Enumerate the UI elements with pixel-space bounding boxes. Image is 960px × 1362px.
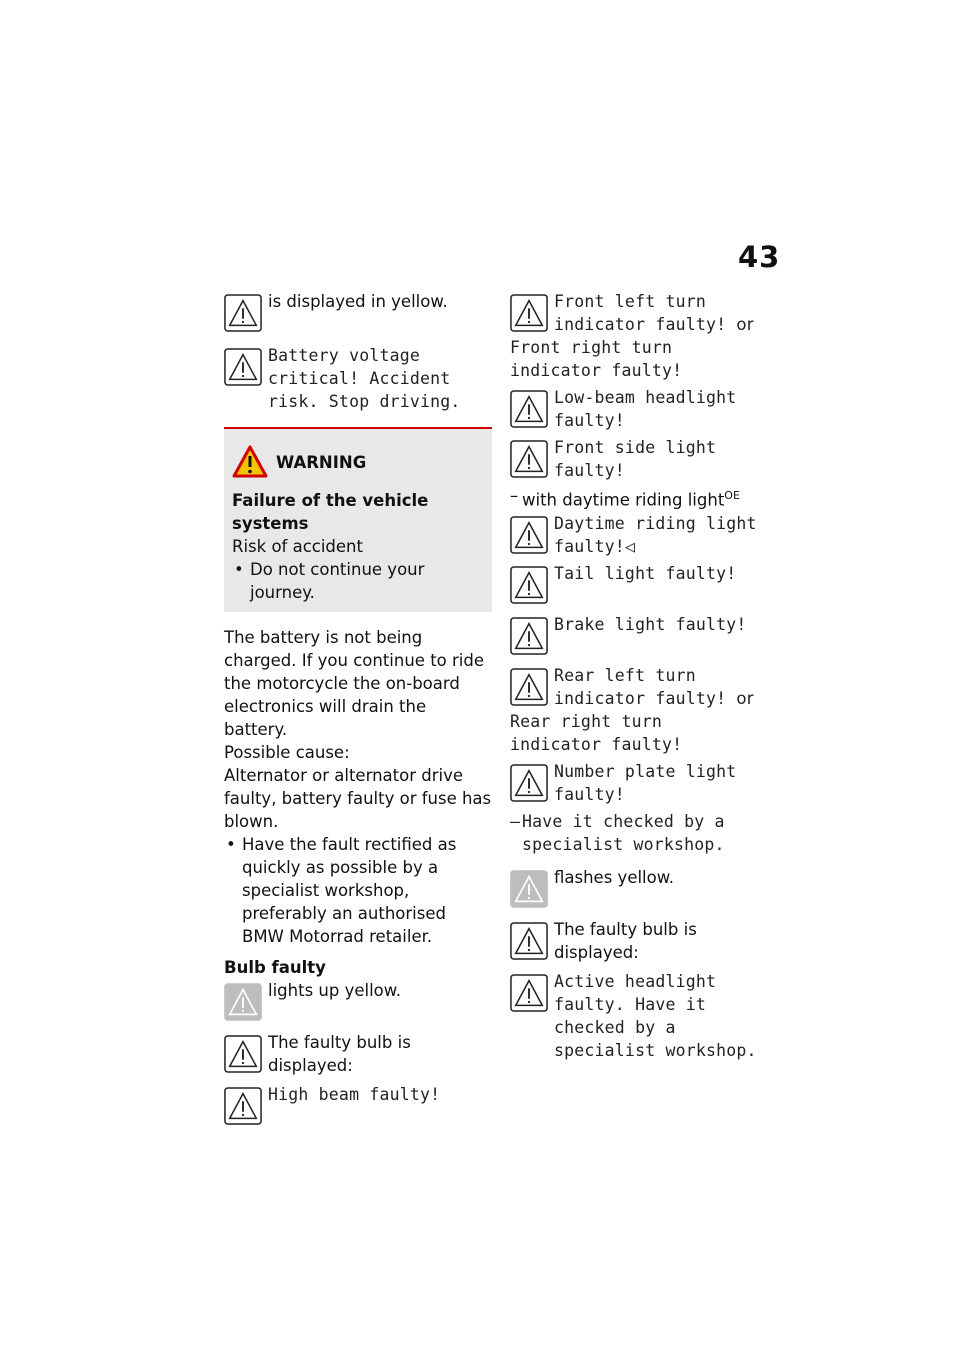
- daytime-light-message: Daytime riding light faulty!: [554, 513, 757, 556]
- warning-triangle-gray-icon: [224, 983, 262, 1021]
- front-right-indicator-message: Front right turn indicator faulty!: [510, 338, 683, 380]
- warning-risk: Risk of accident: [232, 537, 363, 556]
- faulty-displayed-row: [510, 918, 778, 964]
- battery-message-row: [224, 344, 492, 413]
- battery-message: Battery voltage critical! Accident risk. Stop driving.: [268, 346, 461, 411]
- warning-bullet: • Do not continue your journey.: [232, 558, 484, 604]
- warning-triangle-icon: [510, 922, 548, 960]
- warning-triangle-icon: [510, 294, 548, 332]
- battery-paragraph: The battery is not being charged. If you continue to ride the motorcycle the on-board electronics will drain the battery.: [224, 628, 484, 739]
- tail-light-message: Tail light faulty!: [554, 563, 737, 583]
- daytime-light-row: [510, 512, 778, 558]
- end-of-option-mark: ◁: [624, 536, 636, 556]
- or-text: or: [736, 315, 754, 334]
- high-beam-row: [224, 1083, 492, 1129]
- warning-triangle-icon: [510, 617, 548, 655]
- warning-sign-icon: [232, 445, 268, 479]
- brake-light-message: Brake light faulty!: [554, 614, 747, 634]
- check-workshop-dash: – Have it checked by a specialist workshop.: [510, 810, 772, 856]
- warning-triangle-icon: [510, 566, 548, 604]
- front-side-light-row: [510, 436, 778, 482]
- bulb-light-row: [224, 979, 492, 1025]
- rear-right-indicator-message: Rear right turn indicator faulty!: [510, 711, 683, 754]
- possible-cause-label: Possible cause:: [224, 743, 350, 762]
- tail-light-row: [510, 562, 778, 608]
- warning-box: [224, 427, 492, 612]
- low-beam-message: Low-beam headlight faulty!: [554, 388, 737, 430]
- possible-cause-text: Alternator or alternator drive faulty, battery faulty or fuse has blown.: [224, 766, 492, 831]
- rear-indicator-row: [510, 664, 778, 756]
- warning-triangle-icon: [224, 294, 262, 332]
- front-side-light-message: Front side light faulty!: [554, 438, 717, 480]
- low-beam-row: [510, 386, 778, 432]
- warning-triangle-icon: [510, 440, 548, 478]
- warning-triangle-icon: [510, 390, 548, 428]
- rectify-bullet: • Have the fault rectified as quickly as possible by a specialist workshop, preferably an authorised BMW Motorrad retailer.: [224, 833, 492, 948]
- left-column: [224, 290, 492, 1129]
- warning-heading: Failure of the vehicle systems: [232, 491, 429, 533]
- daytime-label-text: with daytime riding light: [522, 490, 725, 510]
- warning-triangle-icon: [224, 1035, 262, 1073]
- number-plate-message: Number plate light faulty!: [554, 761, 737, 804]
- warning-triangle-icon: [510, 764, 548, 802]
- warning-triangle-icon: [224, 1087, 262, 1125]
- high-beam-message: High beam faulty!: [268, 1085, 441, 1104]
- brake-light-row: [510, 613, 778, 659]
- warning-triangle-icon: [510, 974, 548, 1012]
- page-number: 43: [738, 240, 781, 274]
- daytime-option-label: [510, 484, 778, 512]
- bulb-faulty-heading: Bulb faulty: [224, 958, 326, 977]
- warning-triangle-icon: [224, 348, 262, 386]
- yellow-indicator-row: [224, 290, 492, 336]
- active-headlight-row: [510, 970, 778, 1062]
- warning-header: [232, 445, 484, 479]
- active-headlight-message: Active headlight faulty. Have it checked by a specialist workshop.: [554, 971, 757, 1060]
- warning-triangle-icon: [510, 668, 548, 706]
- bulb-displayed-row: [224, 1031, 492, 1077]
- bulb-displayed-text: The faulty bulb is displayed:: [268, 1033, 411, 1075]
- front-indicator-row: [510, 290, 778, 382]
- rear-left-indicator-message: Rear left turn indicator faulty!: [554, 665, 727, 708]
- faulty-displayed-text: The faulty bulb is displayed:: [554, 919, 697, 962]
- front-left-indicator-message: Front left turn indicator faulty!: [554, 292, 727, 334]
- warning-triangle-icon: [510, 516, 548, 554]
- or-text: or: [736, 688, 754, 708]
- bulb-light-text: lights up yellow.: [268, 981, 401, 1000]
- flashes-text: flashes yellow.: [554, 867, 674, 887]
- number-plate-row: [510, 760, 778, 806]
- flashes-row: [510, 866, 778, 912]
- right-column: [510, 290, 778, 1062]
- yellow-indicator-text: is displayed in yellow.: [268, 292, 448, 311]
- warning-triangle-gray-icon: [510, 870, 548, 908]
- option-superscript: OE: [724, 489, 740, 502]
- warning-title: WARNING: [276, 452, 367, 472]
